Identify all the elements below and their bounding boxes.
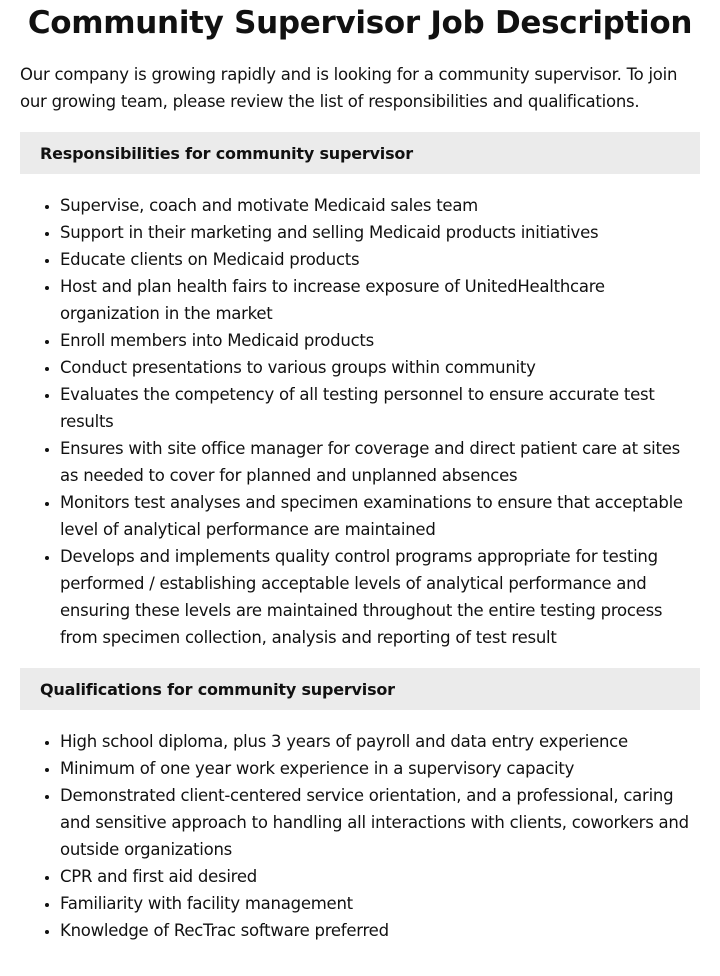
list-item: • Knowledge of RecTrac software preferred: [60, 917, 700, 944]
responsibilities-list: [20, 192, 700, 651]
list-item: • Familiarity with facility management: [60, 890, 700, 917]
list-item: • Supervise, coach and motivate Medicaid sales team: [60, 192, 700, 219]
list-item: • Host and plan health fairs to increase exposure of UnitedHealthcare organization in the market: [60, 273, 700, 327]
list-item: • Educate clients on Medicaid products: [60, 246, 700, 273]
list-item: • High school diploma, plus 3 years of payroll and data entry experience: [60, 728, 700, 755]
page-title: Community Supervisor Job Description: [27, 5, 693, 41]
list-item: • CPR and first aid desired: [60, 863, 700, 890]
list-item: • Enroll members into Medicaid products: [60, 327, 700, 354]
list-item: • Support in their marketing and selling Medicaid products initiatives: [60, 219, 700, 246]
responsibilities-heading: Responsibilities for community supervisor: [20, 132, 700, 174]
qualifications-heading: Qualifications for community supervisor: [20, 668, 700, 710]
list-item: • Ensures with site office manager for coverage and direct patient care at sites as needed to cover for planned and unplanned absences: [60, 435, 700, 489]
list-item: • Demonstrated client-centered service orientation, and a professional, caring and sensitive approach to handling all interactions with clients, coworkers and outside organizations: [60, 782, 700, 863]
list-item: • Evaluates the competency of all testing personnel to ensure accurate test results: [60, 381, 700, 435]
list-item: • Minimum of one year work experience in a supervisory capacity: [60, 755, 700, 782]
qualifications-list: [20, 728, 700, 944]
intro-paragraph: Our company is growing rapidly and is looking for a community supervisor. To join our growing team, please review the list of responsibilities and qualifications.: [20, 65, 678, 111]
list-item: • Develops and implements quality control programs appropriate for testing performed / establishing acceptable levels of analytical performance and ensuring these levels are maintained throughout the entire testing process from specimen collection, analysis and reporting of test result: [60, 543, 700, 651]
list-item: • Conduct presentations to various groups within community: [60, 354, 700, 381]
list-item: • Monitors test analyses and specimen examinations to ensure that acceptable level of analytical performance are maintained: [60, 489, 700, 543]
